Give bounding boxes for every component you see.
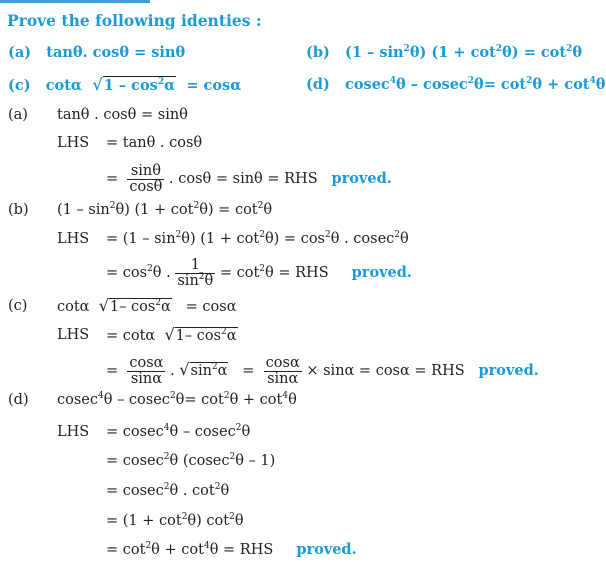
text: sin [177, 272, 199, 289]
text: α [217, 363, 228, 379]
question-b-label: (b) [306, 44, 330, 61]
text: cotα [57, 299, 90, 315]
text: = cosec [106, 453, 164, 469]
text: 1 – cos [103, 77, 158, 94]
radicand [103, 76, 177, 94]
lhs-label: LHS [57, 424, 90, 440]
sup: 2 [394, 230, 401, 240]
text: θ [572, 44, 582, 61]
sup: 2 [235, 423, 242, 433]
sup: 2 [175, 230, 182, 240]
text: θ + cot [229, 392, 283, 408]
proved-label: proved. [296, 541, 357, 558]
numerator: sinθ [127, 164, 164, 180]
sqrt [164, 326, 237, 345]
text: θ – cosec [396, 76, 468, 93]
lhs-label: LHS [57, 135, 90, 151]
proved-label: proved. [478, 362, 539, 379]
text: θ= cot [474, 76, 527, 93]
sup: 2 [109, 201, 116, 211]
text: θ) = cot [199, 202, 258, 218]
radical-sign: √ [164, 325, 175, 344]
question-d-text: cosec [345, 76, 390, 93]
sup: 2 [403, 44, 410, 54]
sup: 2 [169, 391, 176, 401]
text: θ [400, 231, 409, 247]
text: θ . cot [169, 483, 215, 499]
sup: 4 [282, 391, 289, 401]
solution-b-label: (b) [8, 202, 29, 218]
text: θ) (1 + cot [181, 231, 260, 247]
text: θ = RHS [209, 542, 274, 558]
radicand [190, 362, 229, 379]
text: = cot [219, 265, 260, 281]
denominator: cosθ [129, 178, 163, 195]
sup: 2 [566, 44, 573, 54]
text: α [226, 328, 237, 344]
solution-a-label: (a) [8, 107, 28, 123]
text: θ . cosec [330, 231, 395, 247]
sup: 2 [145, 541, 152, 551]
question-d-label: (d) [306, 76, 330, 93]
text: θ= cot [175, 392, 224, 408]
text: = cosec [106, 424, 164, 440]
sup: 4 [163, 423, 170, 433]
text: α [164, 77, 176, 94]
numerator: cosα [129, 354, 164, 371]
denominator: sinα [267, 370, 299, 387]
radical-sign: √ [92, 75, 103, 94]
sup: 4 [203, 541, 210, 551]
text: = (1 + cot [106, 513, 182, 529]
numerator: 1 [175, 258, 215, 274]
text: = cot [106, 542, 146, 558]
text: θ [263, 202, 273, 218]
solution-d-step3 [106, 482, 229, 500]
text: θ [220, 483, 230, 499]
page-title: Prove the following identies : [7, 11, 262, 30]
question-b-text: (1 – sin [345, 44, 404, 61]
sup: 2 [526, 76, 533, 86]
denominator [175, 271, 215, 289]
text: = cosec [106, 483, 164, 499]
sup: 2 [257, 201, 264, 211]
text: θ – cosec [169, 424, 236, 440]
sup: 2 [229, 452, 236, 462]
text: α [161, 299, 171, 315]
text: θ [204, 272, 214, 289]
solution-c-step1 [106, 326, 238, 345]
text: θ + cot [151, 542, 204, 558]
text: = [242, 363, 255, 379]
sup: 4 [98, 391, 104, 401]
text: θ) cot [187, 513, 230, 529]
solution-d-step2 [106, 452, 275, 470]
text: × sinα = cosα = RHS [306, 363, 465, 379]
text: = cosα [185, 299, 237, 315]
question-c-label: (c) [8, 77, 31, 94]
solution-d-step4 [106, 512, 244, 530]
text: = [106, 171, 119, 187]
solution-c-label: (c) [8, 298, 28, 314]
text: 1– cos [175, 328, 222, 344]
numerator: cosα [265, 354, 300, 371]
text: θ) = cos [264, 231, 325, 247]
proved-label: proved. [351, 264, 412, 281]
sup: 2 [157, 77, 165, 87]
sup: 2 [181, 512, 188, 522]
sup: 2 [198, 271, 205, 282]
sup: 2 [155, 298, 162, 308]
top-accent-bar [0, 0, 150, 3]
radicand [175, 327, 238, 344]
question-b [306, 44, 582, 62]
sqrt [92, 76, 176, 95]
radical-sign: √ [98, 296, 109, 315]
sup: 2 [229, 512, 235, 522]
text: = [106, 363, 119, 379]
question-d [306, 76, 605, 94]
solution-c-step2 [106, 354, 539, 387]
question-a-label: (a) [8, 44, 32, 61]
question-c [8, 76, 241, 95]
text: θ [288, 392, 297, 408]
sup: 2 [324, 230, 331, 240]
denominator: sinα [130, 370, 163, 387]
sqrt [179, 354, 228, 387]
proved-label: proved. [331, 170, 392, 187]
sup: 2 [259, 264, 266, 274]
text: θ – 1) [235, 453, 276, 469]
solution-d-label: (d) [8, 392, 29, 408]
fraction [175, 258, 215, 289]
solution-b-step2 [106, 257, 412, 289]
sup: 2 [467, 76, 475, 86]
lhs-label: LHS [57, 327, 90, 343]
sqrt [99, 297, 172, 316]
text: . cosθ = sinθ = RHS [169, 171, 318, 187]
solution-d-statement [57, 391, 297, 409]
solution-d-step1 [106, 423, 250, 441]
text: θ) (1 + cot [115, 202, 194, 218]
text: = cosα [186, 77, 242, 94]
text: θ . [152, 265, 171, 281]
sup: 2 [495, 44, 503, 54]
sup: 2 [163, 482, 170, 492]
radicand [109, 298, 172, 315]
sup: 2 [163, 452, 170, 462]
text: = cos [106, 265, 148, 281]
sup: 4 [389, 76, 397, 86]
text: θ [234, 513, 244, 529]
fraction [127, 164, 164, 195]
text: θ + cot [532, 76, 590, 93]
text: = (1 – sin [106, 231, 176, 247]
lhs-label: LHS [57, 231, 90, 247]
radical-sign: √ [179, 360, 190, 379]
solution-b-step1 [106, 230, 409, 248]
text: θ [241, 424, 251, 440]
solution-a-step2 [106, 163, 392, 195]
sup: 2 [214, 482, 221, 492]
text: θ [595, 76, 606, 93]
sup: 4 [589, 76, 596, 86]
text: θ = RHS [265, 265, 329, 281]
solution-c-statement [57, 297, 237, 316]
sup: 2 [223, 391, 230, 401]
sup: 2 [259, 230, 265, 240]
text: = cotα [106, 328, 156, 344]
question-a [8, 44, 185, 62]
text: θ – cosec [103, 392, 170, 408]
text: θ) = cot [502, 44, 567, 61]
question-c-text: cotα [45, 77, 83, 94]
text: cosec [57, 392, 98, 408]
text: sin [190, 363, 212, 379]
fraction [127, 356, 165, 387]
solution-d-step5 [106, 541, 357, 559]
text: θ (cosec [169, 453, 230, 469]
solution-a-step1: = tanθ . cosθ [106, 135, 203, 151]
text: 1– cos [109, 299, 156, 315]
solution-a-statement: tanθ . cosθ = sinθ [57, 107, 188, 123]
fraction [264, 356, 302, 387]
solution-b-statement [57, 201, 272, 219]
question-a-text: tanθ. cosθ = sinθ [46, 44, 186, 61]
sup: 2 [221, 327, 227, 337]
sup: 2 [193, 201, 200, 211]
sup: 2 [211, 362, 218, 372]
sup: 2 [147, 264, 153, 274]
text: . [170, 363, 175, 379]
text: (1 – sin [57, 202, 110, 218]
text: θ) (1 + cot [409, 44, 496, 61]
